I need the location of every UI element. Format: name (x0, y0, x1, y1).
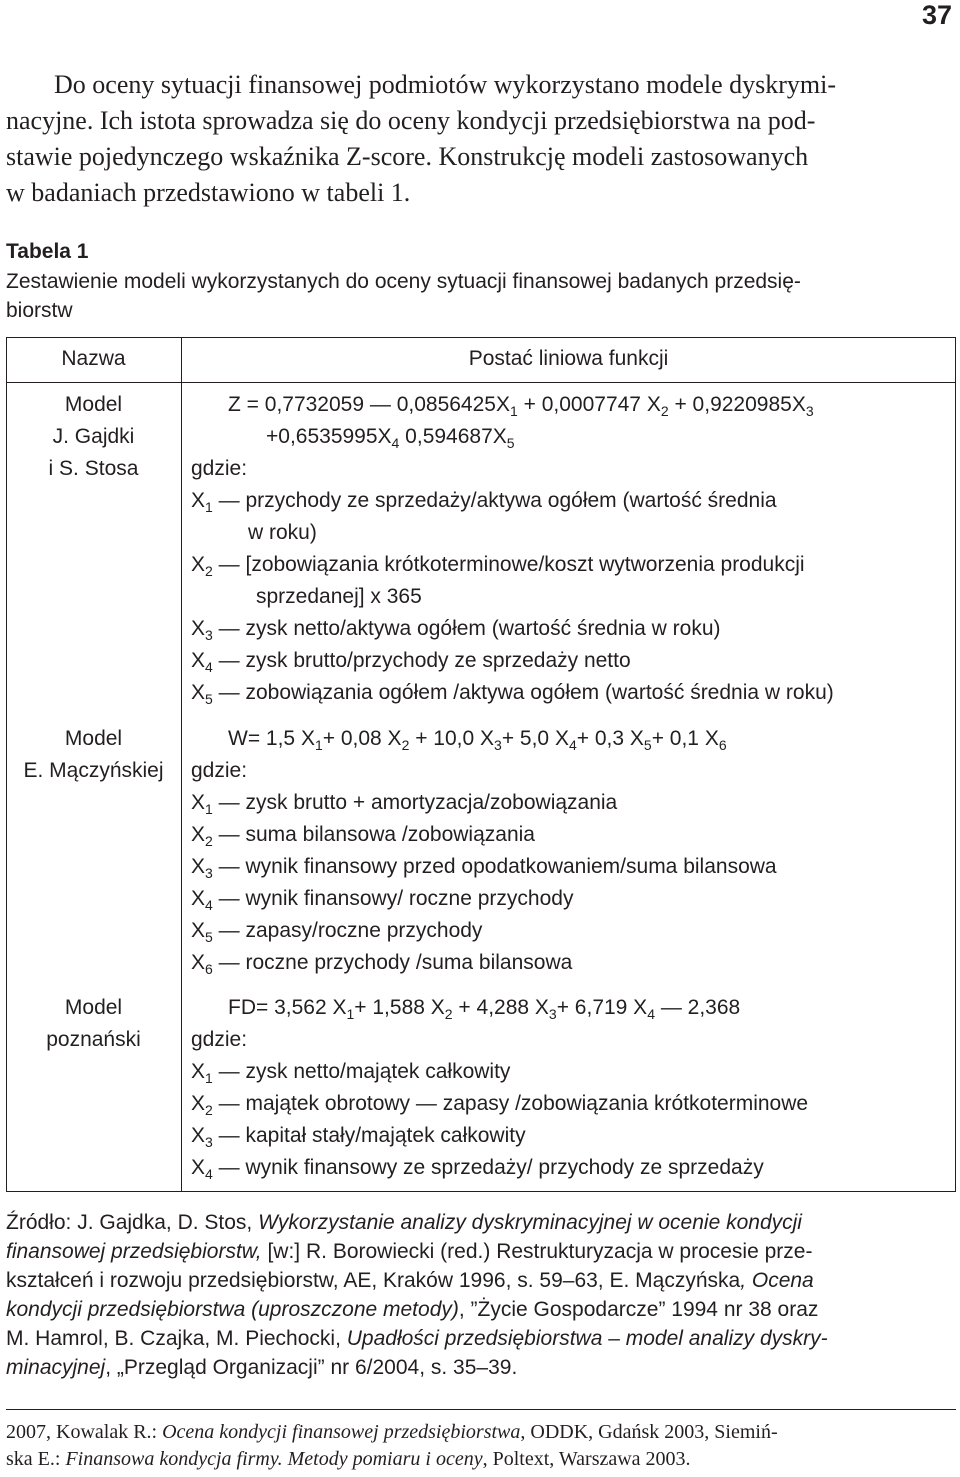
table-bottom-border (6, 1191, 956, 1192)
table-column-divider (181, 337, 182, 1192)
model3-formula: FD= 3,562 $X_1+ 1,588$ $X_2 + 4,288$ $X_3+ 6,719$ $X_4$ — 2,368 (228, 996, 741, 1022)
model2-var-2: $X_2$ — suma bilansowa /zobowiązania (191, 823, 535, 849)
table-caption-line-2: biorstw (6, 299, 73, 322)
header-name: Nazwa (61, 347, 126, 370)
table-header-border (6, 382, 956, 383)
footnote-separator (6, 1409, 956, 1410)
model1-var-1-cont: w roku) (248, 521, 317, 544)
model1-var-3: $X_3$ — zysk netto/aktywa ogółem (wartość średnia w roku) (191, 617, 721, 643)
model2-name-line-1: Model (64, 727, 123, 750)
source-line-6: minacyjnej, „Przegląd Organizacji” nr 6/2004, s. 35–39. (6, 1356, 518, 1379)
source-line-5: M. Hamrol, B. Czajka, M. Piechocki, Upadłości przedsiębiorstwa – model analizy dyskry- (6, 1327, 828, 1350)
model3-name-line-2: poznański (46, 1028, 141, 1051)
paragraph-line-3: stawie pojedynczego wskaźnika Z-score. Konstrukcję modeli zastosowanych (6, 142, 809, 171)
model1-var-2: $X_2$ — [zobowiązania krótkoterminowe/koszt wytworzenia produkcji (191, 553, 805, 579)
header-form: Postać liniowa funkcji (468, 347, 669, 370)
model3-var-2: $X_2$ — majątek obrotowy — zapasy /zobowiązania krótkoterminowe (191, 1092, 809, 1118)
model3-gdzie: gdzie: (191, 1028, 248, 1051)
model2-var-5: $X_5$ — zapasy/roczne przychody (191, 919, 483, 945)
model1-formula-line-2: $+0,6535995X_4$ $0,594687X_5$ (266, 425, 515, 451)
model1-var-4: $X_4$ — zysk brutto/przychody ze sprzedaży netto (191, 649, 631, 675)
model1-name-line-1: Model (64, 393, 123, 416)
model1-var-2-cont: sprzedanej] x 365 (256, 585, 422, 608)
table-right-border (955, 337, 956, 1192)
paragraph-line-1: Do oceny sytuacji finansowej podmiotów wykorzystano modele dyskrymi- (54, 70, 837, 99)
model1-var-1: $X_1$ — przychody ze sprzedaży/aktywa ogółem (wartość średnia (191, 489, 777, 515)
model2-var-6: $X_6$ — roczne przychody /suma bilansowa (191, 951, 573, 977)
model2-var-1: $X_1$ — zysk brutto + amortyzacja/zobowiązania (191, 791, 618, 817)
footnote-line-2: ska E.: Finansowa kondycja firmy. Metody pomiaru i oceny, Poltext, Warszawa 2003. (6, 1448, 691, 1470)
footnote-line-1: 2007, Kowalak R.: Ocena kondycji finansowej przedsiębiorstwa, ODDK, Gdańsk 2003, Siemiń- (6, 1421, 778, 1443)
model3-var-3: $X_3$ — kapitał stały/majątek całkowity (191, 1124, 526, 1150)
model3-name-line-1: Model (64, 996, 123, 1019)
source-line-4: kondycji przedsiębiorstwa (uproszczone metody), ”Życie Gospodarcze” 1994 nr 38 oraz (6, 1298, 819, 1321)
table-top-border (6, 337, 956, 338)
model1-name-line-3: i S. Stosa (48, 457, 139, 480)
source-line-3: kształceń i rozwoju przedsiębiorstw, AE, Kraków 1996, s. 59–63, E. Mączyńska, Ocena (6, 1269, 814, 1292)
model3-var-4: $X_4$ — wynik finansowy ze sprzedaży/ przychody ze sprzedaży (191, 1156, 764, 1182)
model2-name-line-2: E. Mączyńskiej (23, 759, 164, 782)
model1-gdzie: gdzie: (191, 457, 248, 480)
table-label: Tabela 1 (6, 240, 89, 263)
model1-formula-line-1: Z = 0,7732059 — $0,0856425X_1 + 0,0007747$ $X_2 + 0,9220985X_3$ (228, 393, 814, 419)
source-line-2: finansowej przedsiębiorstw, [w:] R. Borowiecki (red.) Restrukturyzacja w procesie prze- (6, 1240, 813, 1263)
model1-var-5: $X_5$ — zobowiązania ogółem /aktywa ogółem (wartość średnia w roku) (191, 681, 834, 707)
paragraph-line-2: nacyjne. Ich istota sprowadza się do oceny kondycji przedsiębiorstwa na pod- (6, 106, 816, 135)
model2-var-4: $X_4$ — wynik finansowy/ roczne przychody (191, 887, 574, 913)
table-caption-line-1: Zestawienie modeli wykorzystanych do oceny sytuacji finansowej badanych przedsię- (6, 270, 801, 293)
model2-gdzie: gdzie: (191, 759, 248, 782)
source-line-1: Źródło: J. Gajdka, D. Stos, Wykorzystanie analizy dyskryminacyjnej w ocenie kondycji (6, 1211, 802, 1234)
model2-var-3: $X_3$ — wynik finansowy przed opodatkowaniem/suma bilansowa (191, 855, 777, 881)
page-number: 37 (921, 0, 952, 30)
model3-var-1: $X_1$ — zysk netto/majątek całkowity (191, 1060, 511, 1086)
paragraph-line-4: w badaniach przedstawiono w tabeli 1. (6, 178, 411, 207)
model2-formula: W= 1,5 $X_1+ 0,08$ $X_2 + 10,0$ $X_3+ 5,0$ $X_4+ 0,3$ $X_5+ 0,1$ $X_6$ (228, 727, 727, 753)
model1-name-line-2: J. Gajdki (52, 425, 135, 448)
